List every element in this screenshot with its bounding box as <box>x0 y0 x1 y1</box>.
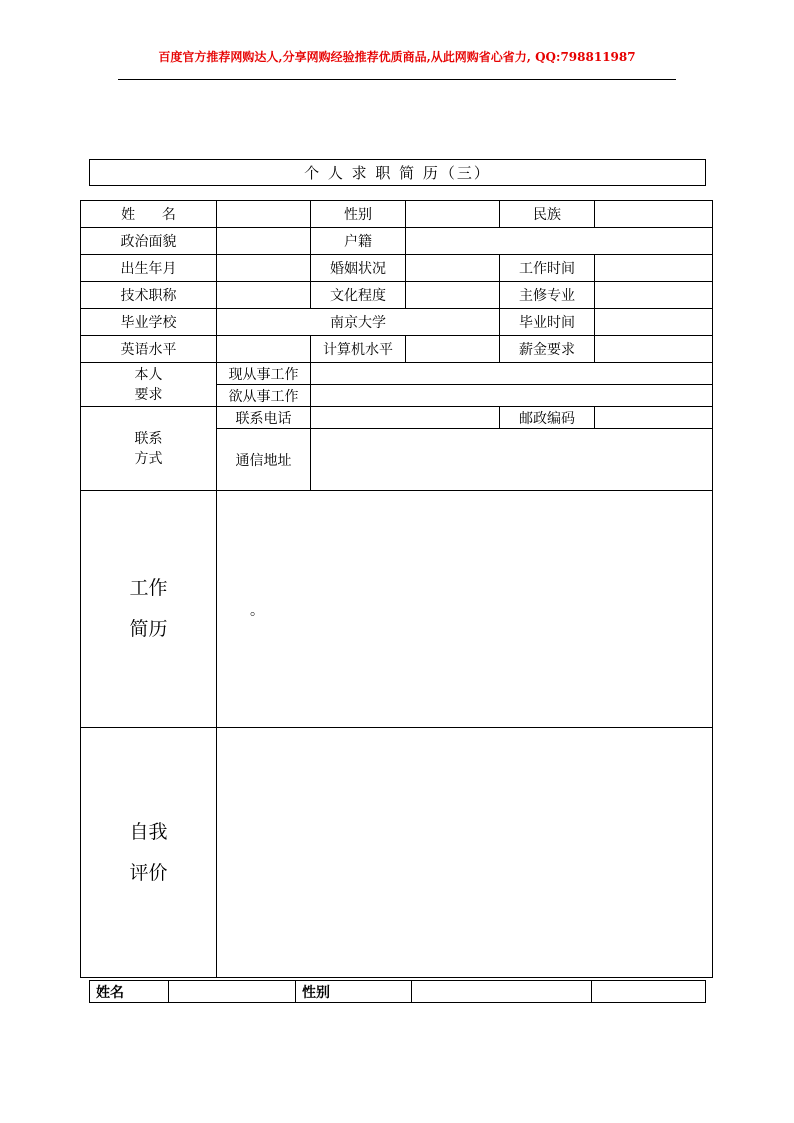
political-field[interactable] <box>217 228 311 255</box>
requirements-label-line1: 本人 <box>134 366 163 383</box>
grad-time-label: 毕业时间 <box>500 309 595 336</box>
desired-job-label: 欲从事工作 <box>217 385 311 407</box>
work-time-label: 工作时间 <box>500 255 595 282</box>
hukou-field[interactable] <box>406 228 713 255</box>
table-row <box>81 228 713 255</box>
grad-time-field[interactable] <box>595 309 713 336</box>
table-row <box>81 407 713 429</box>
page-title: 个 人 求 职 简 历（三） <box>89 159 706 186</box>
bottom-gender-field[interactable] <box>412 981 592 1003</box>
bottom-gender-label: 性别 <box>296 981 412 1003</box>
table-row <box>81 282 713 309</box>
table-row <box>81 336 713 363</box>
current-job-label: 现从事工作 <box>217 363 311 385</box>
work-history-field[interactable] <box>217 491 713 728</box>
name-field[interactable] <box>217 201 311 228</box>
school-label: 毕业学校 <box>81 309 217 336</box>
major-field[interactable] <box>595 282 713 309</box>
self-evaluation-field[interactable] <box>217 728 713 978</box>
table-row <box>90 981 706 1003</box>
ethnicity-field[interactable] <box>595 201 713 228</box>
work-history-label-line2: 简历 <box>129 618 168 640</box>
computer-label: 计算机水平 <box>311 336 406 363</box>
birth-field[interactable] <box>217 255 311 282</box>
english-field[interactable] <box>217 336 311 363</box>
banner-divider <box>118 79 676 80</box>
education-label: 文化程度 <box>311 282 406 309</box>
work-time-field[interactable] <box>595 255 713 282</box>
salary-field[interactable] <box>595 336 713 363</box>
contact-label-line2: 方式 <box>134 450 163 467</box>
major-label: 主修专业 <box>500 282 595 309</box>
table-row <box>81 201 713 228</box>
phone-field[interactable] <box>311 407 500 429</box>
banner-text: 百度官方推荐网购达人,分享网购经验推荐优质商品,从此网购省心省力, QQ:798811987 <box>158 50 636 64</box>
current-job-field[interactable] <box>311 363 713 385</box>
requirements-label <box>81 363 217 407</box>
marital-label: 婚姻状况 <box>311 255 406 282</box>
gender-label: 性别 <box>311 201 406 228</box>
self-evaluation-label <box>81 728 217 978</box>
birth-label: 出生年月 <box>81 255 217 282</box>
gender-field[interactable] <box>406 201 500 228</box>
postcode-label: 邮政编码 <box>500 407 595 429</box>
computer-field[interactable] <box>406 336 500 363</box>
address-label: 通信地址 <box>217 429 311 491</box>
table-row <box>81 491 713 728</box>
school-field[interactable]: 南京大学 <box>217 309 500 336</box>
salary-label: 薪金要求 <box>500 336 595 363</box>
work-history-label <box>81 491 217 728</box>
work-history-label-line1: 工作 <box>129 577 168 599</box>
phone-label: 联系电话 <box>217 407 311 429</box>
ethnicity-label: 民族 <box>500 201 595 228</box>
table-row <box>81 309 713 336</box>
self-evaluation-label-line2: 评价 <box>129 861 168 884</box>
self-evaluation-label-line1: 自我 <box>129 820 168 843</box>
postcode-field[interactable] <box>595 407 713 429</box>
hukou-label: 户籍 <box>311 228 406 255</box>
requirements-label-line2: 要求 <box>134 386 163 403</box>
contact-label-line1: 联系 <box>134 430 163 447</box>
bottom-table <box>89 980 706 1003</box>
name-label: 姓 名 <box>81 201 217 228</box>
table-row <box>81 255 713 282</box>
work-history-mark: 。 <box>250 603 264 619</box>
title-label: 技术职称 <box>81 282 217 309</box>
bottom-name-field[interactable] <box>169 981 296 1003</box>
bottom-name-label: 姓名 <box>90 981 169 1003</box>
contact-label <box>81 407 217 491</box>
bottom-extra-field[interactable] <box>592 981 706 1003</box>
desired-job-field[interactable] <box>311 385 713 407</box>
table-row <box>81 728 713 978</box>
political-label: 政治面貌 <box>81 228 217 255</box>
english-label: 英语水平 <box>81 336 217 363</box>
education-field[interactable] <box>406 282 500 309</box>
title-field[interactable] <box>217 282 311 309</box>
resume-form-table <box>80 200 713 978</box>
marital-field[interactable] <box>406 255 500 282</box>
table-row <box>81 363 713 385</box>
address-field[interactable] <box>311 429 713 491</box>
